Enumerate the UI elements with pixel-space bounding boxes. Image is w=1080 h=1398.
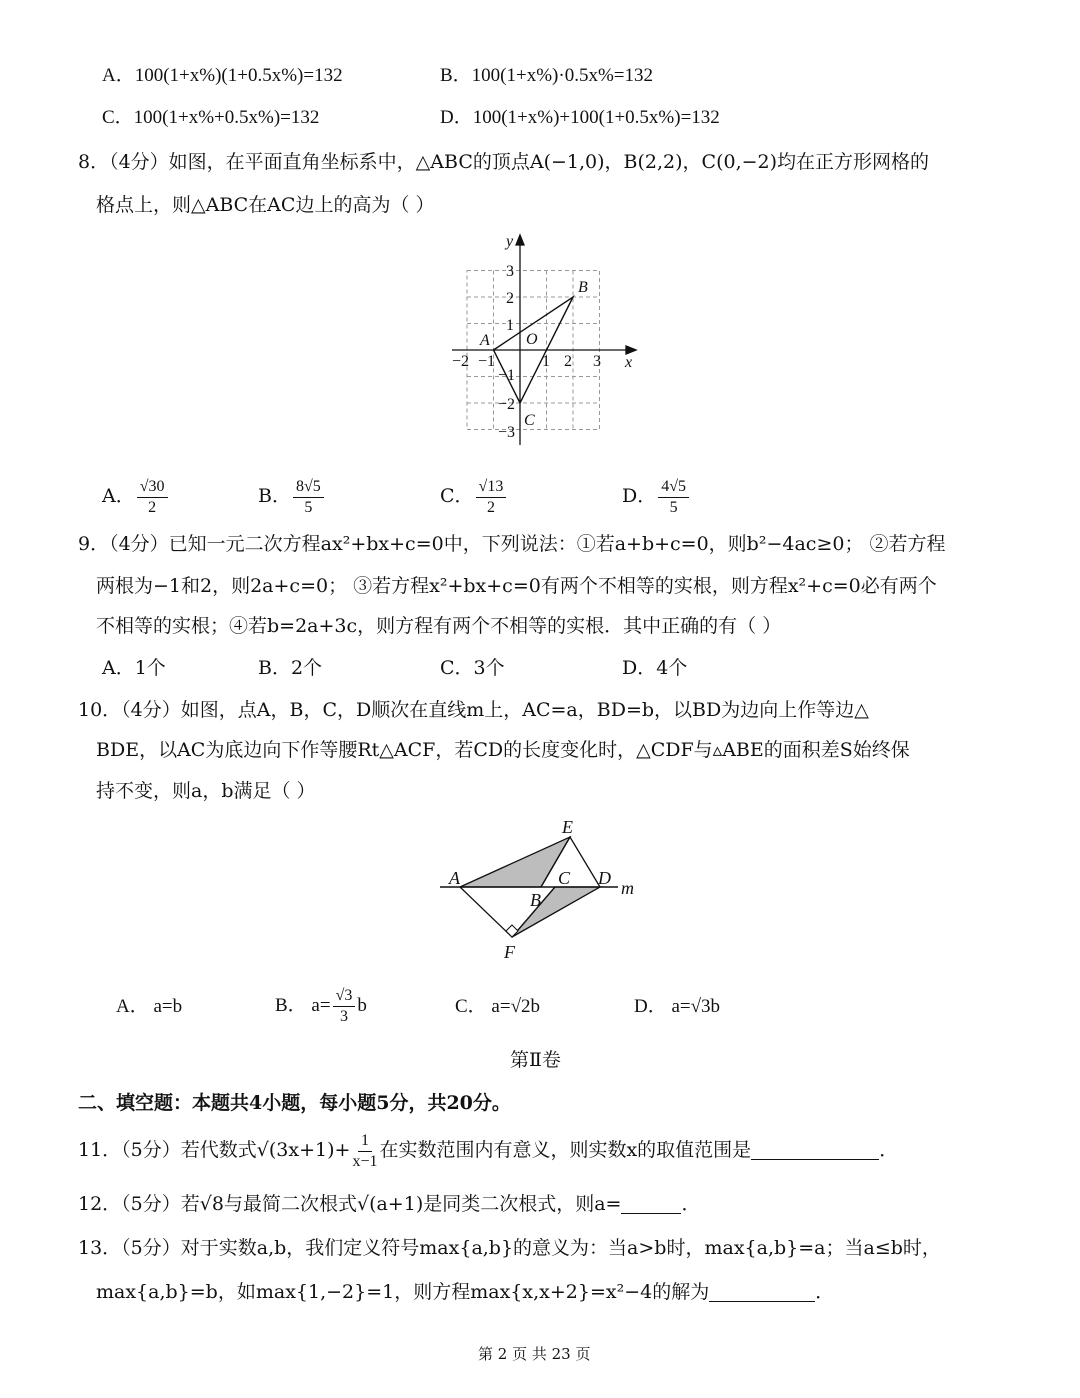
q8-stem-line1: 8．（4分）如图，在平面直角坐标系中，△ABC的顶点A(−1,0)，B(2,2)，C(0,−2)均在正方形网格的: [78, 151, 930, 173]
point-f-label: F: [504, 942, 515, 962]
point-b-label: B: [578, 279, 588, 296]
point-b-label: B: [530, 890, 541, 910]
q13-stem-line1: 13．（5分）对于实数a,b，我们定义符号max{a,b}的意义为：当a>b时，max{a,b}=a；当a≤b时，: [78, 1237, 941, 1259]
q11-answer-blank[interactable]: [751, 1139, 879, 1160]
y-tick-3: 3: [506, 263, 514, 280]
line-m-label: m: [621, 878, 634, 898]
q8-coordinate-figure: [440, 225, 650, 450]
x-tick-1: 1: [542, 353, 550, 370]
point-c-label: C: [524, 412, 535, 429]
point-a-label: A: [449, 868, 460, 888]
q10-stem-line1: 10．（4分）如图，点A，B，C，D顺次在直线m上，AC=a，BD=b，以BD为边向上作等边△: [78, 699, 869, 721]
y-axis-label: y: [506, 233, 514, 250]
x-tick-2: 2: [564, 353, 572, 370]
q7-option-d: D．100(1+x%)+100(1+0.5x%)=132: [440, 107, 720, 128]
q9-option-d: D．4个: [622, 657, 688, 679]
q8-option-a: A． $\frac{√30}{2}$: [102, 476, 170, 518]
part-two-title: 第Ⅱ卷: [510, 1049, 561, 1071]
point-c-label: C: [558, 868, 571, 888]
q7-option-c: C．100(1+x%+0.5x%)=132: [102, 107, 320, 128]
q9-stem-line2: 两根为−1和2，则2a+c=0； ③若方程x²+bx+c=0有两个不相等的实根，则方程x²+c=0必有两个: [96, 575, 937, 597]
point-e-label: E: [562, 817, 573, 837]
q10-option-c: C． a=√2b: [455, 996, 540, 1017]
q8-option-b: B． $\frac{8√5}{5}$: [258, 476, 326, 518]
q12-stem: 12．（5分）若√8与最简二次根式√(a+1)是同类二次根式，则a= ．: [78, 1193, 701, 1215]
y-tick-minus1: −1: [498, 367, 516, 384]
y-tick-1: 1: [506, 317, 514, 334]
q8-stem-line2: 格点上，则△ABC在AC边上的高为（ ）: [96, 194, 435, 216]
q8-option-c: C． $\frac{√13}{2}$: [440, 476, 508, 518]
q10-option-a: A． a=b: [116, 996, 183, 1017]
q7-option-a: A．100(1+x%)(1+0.5x%)=132: [102, 65, 343, 86]
q7-option-b: B．100(1+x%)·0.5x%=132: [440, 65, 653, 86]
x-axis-label: x: [625, 354, 633, 371]
q9-option-b: B．2个: [258, 657, 323, 679]
q10-stem-line3: 持不变，则a，b满足（ ）: [96, 780, 316, 802]
section-two-heading: 二、填空题：本题共4小题，每小题5分，共20分。: [78, 1092, 511, 1114]
page-footer: 第 2 页 共 23 页: [478, 1345, 591, 1363]
q9-option-c: C．3个: [440, 657, 505, 679]
x-tick-minus1: −1: [478, 353, 496, 370]
q13-stem-line2: max{a,b}=b，如max{1,−2}=1，则方程max{x,x+2}=x²−4的解为 ．: [96, 1281, 835, 1303]
q11-stem: 11．（5分）若代数式√(3x+1)+ $\frac{1}{x-1}$ 在实数范围内有意义，则实数x的取值范围是 ．: [78, 1131, 899, 1170]
x-tick-minus2: −2: [452, 353, 470, 370]
point-a-label: A: [480, 332, 490, 349]
q10-option-b: B． a= $\frac{√3}{3}$ b: [275, 987, 367, 1026]
y-tick-minus2: −2: [498, 396, 516, 413]
y-tick-minus3: −3: [498, 424, 516, 441]
origin-label: O: [526, 331, 538, 348]
y-tick-2: 2: [506, 290, 514, 307]
q13-answer-blank[interactable]: [709, 1281, 815, 1302]
q10-stem-line2: BDE，以AC为底边向下作等腰Rt△ACF，若CD的长度变化时，△CDF与▵ABE的面积差S始终保: [96, 739, 910, 761]
point-d-label: D: [598, 868, 611, 888]
q10-geometry-figure: [430, 815, 650, 965]
q9-stem-line3: 不相等的实根；④若b=2a+3c，则方程有两个不相等的实根．其中正确的有（ ）: [96, 615, 782, 637]
q9-option-a: A．1个: [102, 657, 166, 679]
x-tick-3: 3: [593, 353, 601, 370]
q8-option-d: D． $\frac{4√5}{5}$: [622, 476, 691, 518]
q10-option-d: D． a=√3b: [634, 996, 721, 1017]
q12-answer-blank[interactable]: [621, 1193, 681, 1214]
q9-stem-line1: 9．（4分）已知一元二次方程ax²+bx+c=0中，下列说法：①若a+b+c=0，则b²−4ac≥0； ②若方程: [78, 533, 946, 555]
